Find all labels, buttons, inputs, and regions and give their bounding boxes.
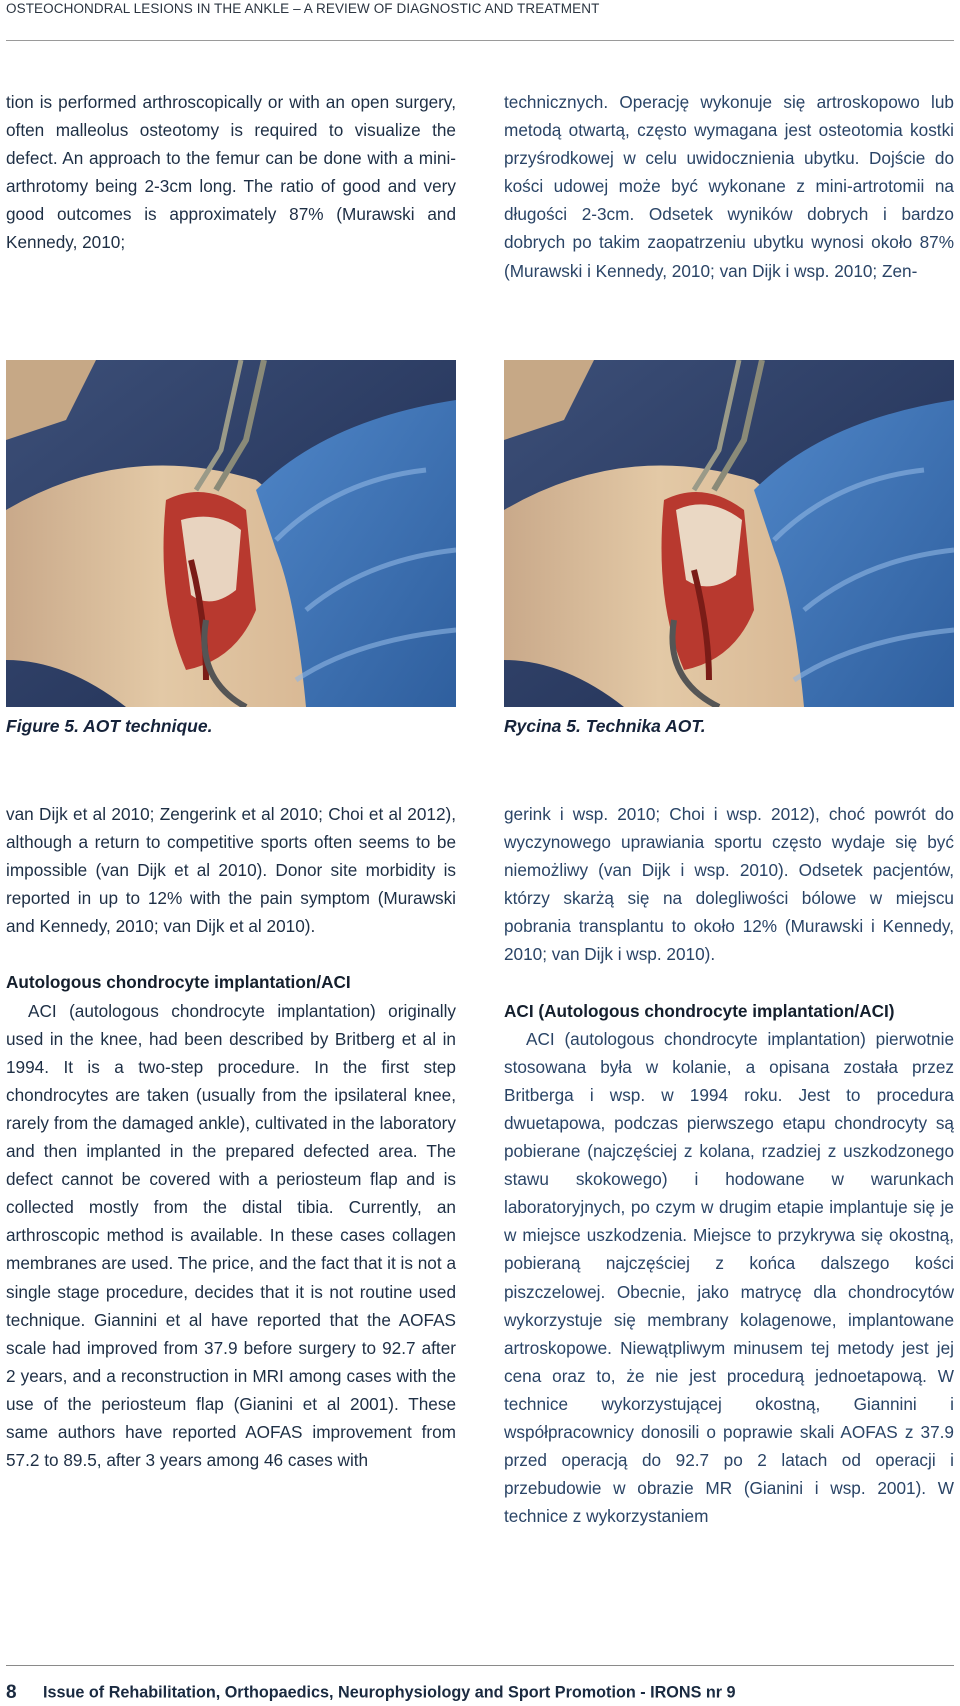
running-title: OSTEOCHONDRAL LESIONS IN THE ANKLE – A REVIEW OF DIAGNOSTIC AND TREATMENT <box>6 1 600 16</box>
pl-paragraph-aci: ACI (autologous chondrocyte implantation) pierwotnie stosowana była w kolanie, a opisana została przez Britberga i wsp. w 1994 roku. Jest to procedura dwuetapowa, podczas pierwszego etapu chondrocyty są pobierane (najczęściej z kolana, rzadziej z uszkodzonego stawu skokowego) i hodowane w warunkach laboratoryjnych, po czym w drugim etapie implantuje się je w miejsce uszkodzenia. Miejsce to przykrywa się okostną, pobieraną najczęściej z końca dalszego kości piszczelowej. Obecnie, jako matrycę dla chondrocytów wykorzystuje się membrany kolagenowe, implantowane artroskopowe. Niewątpliwym minusem tej metody jest jej cena oraz to, że nie jest procedurą jednoetapową. W technice wykorzystującej okostną, Giannini i współpracownicy donosili o poprawie skali AOFAS z 37.9 przed operacją do 92.7 po 2 latach od operacji i przebudowie w obrazie MR (Gianini i wsp. 2001). W technice z wykorzystaniem <box>504 1028 954 1527</box>
footer-divider <box>6 1665 954 1666</box>
pl-section-heading: ACI (Autologous chondrocyte implantation/ACI) <box>504 1000 895 1021</box>
figure-caption-pl: Rycina 5. Technika AOT. <box>504 716 706 736</box>
en-paragraph-aci: ACI (autologous chondrocyte implantation) originally used in the knee, had been described by Britberg et al in 1994. It is a two-step procedure. In the first step chondrocytes are taken (usually from the ipsilateral knee, rarely from the damaged ankle), cultivated in the laboratory and then implanted in the prepared defected area. The defect cannot be covered with a periosteum flap and is collected mostly from the distal tibia. Currently, an arthroscopic method is available. In these cases collagen membranes are used. The price, and the fact that it is not a single stage procedure, decides that it is not routine used technique. Giannini et al have reported that the AOFAS scale had improved from 37.9 before surgery to 92.7 after 2 years, and a reconstruction in MRI among cases with the use of the periosteum flap (Gianini et al 2001). These same authors have reported AOFAS improvement from 57.2 to 89.5, after 3 years among 46 cases with <box>6 1000 456 1471</box>
page-footer <box>6 1682 736 1706</box>
page-number: 8 <box>6 1682 17 1703</box>
surgery-photo <box>6 360 456 707</box>
en-section-heading: Autologous chondrocyte implantation/ACI <box>6 972 351 993</box>
pl-column-top <box>504 88 954 285</box>
paragraph-spacer <box>504 969 954 997</box>
en-column-bottom <box>6 800 456 1474</box>
pl-column-bottom <box>504 800 954 1530</box>
paragraph-spacer <box>6 940 456 968</box>
figure-5-photo-right <box>504 360 954 707</box>
journal-title: Issue of Rehabilitation, Orthopaedics, Neurophysiology and Sport Promotion - IRONS nr 9 <box>43 1683 736 1702</box>
en-column-top <box>6 88 456 257</box>
surgery-photo <box>504 360 954 707</box>
en-paragraph-top: tion is performed arthroscopically or with an open surgery, often malleolus osteotomy is required to visualize the defect. An approach to the femur can be done with a mini-arthrotomy being 2-3cm long. The ratio of good and very good outcomes is approximately 87% (Murawski and Kennedy, 2010; <box>6 92 456 253</box>
figure-5-photo-left <box>6 360 456 707</box>
figure-caption-en: Figure 5. AOT technique. <box>6 716 213 736</box>
pl-paragraph-middle: gerink i wsp. 2010; Choi i wsp. 2012), choć powrót do wyczynowego uprawiania sportu często wydaje się być niemożliwy (van Dijk i wsp. 2010). Odsetek pacjentów, którzy skarżą się na dolegliwości bólowe w miejscu pobrania transplantu to około 12% (Murawski i Kennedy, 2010; van Dijk i wsp. 2010). <box>504 804 954 965</box>
pl-paragraph-top: technicznych. Operację wykonuje się artroskopowo lub metodą otwartą, często wymagana jest osteotomia kostki przyśrodkowej w celu uwidocznienia ubytku. Dojście do kości udowej może być wykonane z mini-artrotomii na długości 2-3cm. Odsetek wyników dobrych i bardzo dobrych po takim zaopatrzeniu ubytku wynosi około 87% (Murawski i Kennedy, 2010; van Dijk i wsp. 2010; Zen- <box>504 92 954 281</box>
running-header <box>6 0 954 41</box>
en-paragraph-middle: van Dijk et al 2010; Zengerink et al 2010; Choi et al 2012), although a return to competitive sports often seems to be impossible (van Dijk et al 2010). Donor site morbidity is reported in up to 12% with the pain symptom (Murawski and Kennedy, 2010; van Dijk et al 2010). <box>6 804 456 937</box>
